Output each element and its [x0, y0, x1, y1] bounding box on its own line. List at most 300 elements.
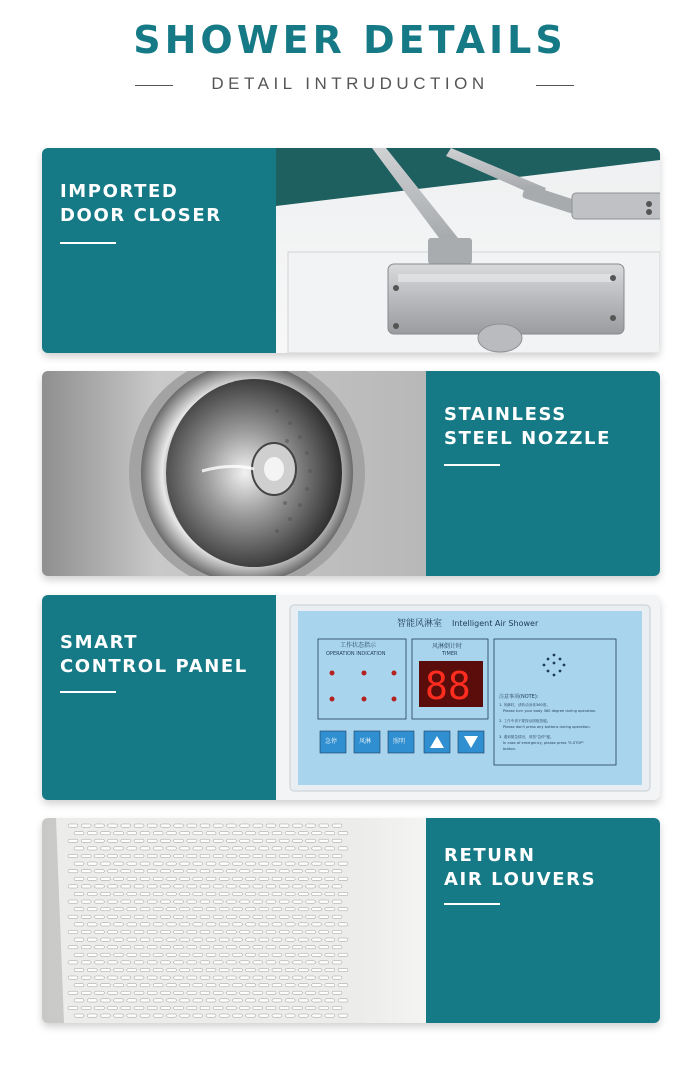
louver-slot	[240, 870, 250, 873]
louver-slot	[285, 984, 295, 987]
louver-slot	[279, 839, 289, 842]
louver-slot	[108, 961, 118, 964]
louver-slot	[279, 870, 289, 873]
louver-slot	[226, 1006, 236, 1009]
louver-slot	[246, 877, 256, 880]
louver-slot	[332, 915, 342, 918]
louver-slot	[147, 839, 157, 842]
louver-slot	[68, 885, 78, 888]
louver-slot	[240, 839, 250, 842]
louver-slot	[140, 984, 150, 987]
louver-slot	[272, 862, 282, 865]
louver-slot	[74, 923, 84, 926]
feature-label-line2: CONTROL PANEL	[60, 656, 248, 677]
louver-slot	[174, 976, 184, 979]
louver-slot	[219, 968, 229, 971]
louver-slot	[312, 892, 322, 895]
louver-slot	[121, 900, 131, 903]
louver-slot	[325, 862, 335, 865]
louver-slot	[246, 984, 256, 987]
cp-note-line: 2. 工作中请不要按动面板按键。	[499, 719, 551, 723]
louver-slot	[187, 824, 197, 827]
louver-slot	[127, 908, 137, 911]
louver-slot	[174, 885, 184, 888]
louver-slot	[213, 915, 223, 918]
louver-slot	[187, 930, 197, 933]
louver-slot	[285, 847, 295, 850]
louver-slot	[272, 968, 282, 971]
louver-slot	[226, 946, 236, 949]
control-panel-photo	[276, 595, 660, 800]
louver-slot	[121, 854, 131, 857]
louver-slot	[200, 900, 210, 903]
cp-timer-en: TIMER	[442, 651, 458, 657]
louver-slot	[114, 1014, 124, 1017]
cp-button-down[interactable]	[458, 731, 484, 753]
louver-slot	[200, 930, 210, 933]
louver-slot	[100, 984, 110, 987]
louver-slot	[127, 832, 137, 835]
louver-slot	[240, 900, 250, 903]
louver-slot	[319, 1006, 329, 1009]
louver-slot	[94, 976, 104, 979]
louver-slot	[160, 991, 170, 994]
louver-slot	[325, 832, 335, 835]
louver-slot	[213, 824, 223, 827]
louver-slot	[292, 1006, 302, 1009]
louver-slot	[272, 847, 282, 850]
louver-slot	[253, 946, 263, 949]
louver-slot	[259, 923, 269, 926]
louver-slot	[246, 862, 256, 865]
louver-slot	[187, 854, 197, 857]
louver-slot	[226, 976, 236, 979]
louver-slot	[180, 908, 190, 911]
louver-slot	[319, 900, 329, 903]
louver-slot	[81, 976, 91, 979]
louver-slot	[219, 908, 229, 911]
subtitle-row	[0, 74, 700, 98]
louver-slot	[272, 953, 282, 956]
louver-slot	[100, 877, 110, 880]
louver-slot	[127, 1014, 137, 1017]
louver-slot	[127, 968, 137, 971]
louver-slot	[180, 892, 190, 895]
louver-slot	[166, 968, 176, 971]
louver-slot	[240, 976, 250, 979]
louver-slot	[147, 900, 157, 903]
door-closer-photo	[276, 148, 660, 353]
louver-slot	[187, 885, 197, 888]
louver-slot	[127, 938, 137, 941]
louver-slot	[140, 892, 150, 895]
louver-slot	[213, 854, 223, 857]
nozzle-photo	[42, 371, 426, 576]
louver-slot	[74, 968, 84, 971]
louver-slot	[187, 991, 197, 994]
louver-slot	[166, 877, 176, 880]
louver-slot	[332, 839, 342, 842]
louver-slot	[312, 1014, 322, 1017]
louver-slot	[127, 892, 137, 895]
louver-slot	[174, 900, 184, 903]
louver-slot	[232, 862, 242, 865]
louver-slot	[174, 930, 184, 933]
louver-slot	[285, 908, 295, 911]
feature-label	[60, 180, 222, 228]
louver-slot	[114, 862, 124, 865]
louver-slot	[153, 984, 163, 987]
louver-slot	[272, 892, 282, 895]
louver-slot	[87, 984, 97, 987]
louver-slot	[68, 991, 78, 994]
louver-slot	[166, 1014, 176, 1017]
louver-slot	[266, 961, 276, 964]
louver-slot	[134, 930, 144, 933]
louver-slot	[259, 877, 269, 880]
louver-slot	[206, 923, 216, 926]
louver-slot	[279, 900, 289, 903]
subtitle-right-rule	[536, 85, 574, 86]
louver-slot	[226, 839, 236, 842]
louver-slot	[153, 968, 163, 971]
louver-slot	[298, 953, 308, 956]
feature-card-door-closer	[42, 148, 660, 353]
louver-slot	[81, 839, 91, 842]
louver-slot	[206, 984, 216, 987]
cp-button-light[interactable]	[388, 731, 414, 753]
louver-slot	[319, 930, 329, 933]
louver-slot	[166, 892, 176, 895]
louver-slot	[338, 847, 348, 850]
louver-slot	[246, 908, 256, 911]
louver-slot	[332, 885, 342, 888]
cp-button-estop[interactable]	[320, 731, 346, 753]
feature-label-line2: AIR LOUVERS	[444, 869, 597, 890]
louver-slot	[240, 991, 250, 994]
louver-slot	[153, 999, 163, 1002]
louver-slot	[266, 870, 276, 873]
louver-slot	[166, 984, 176, 987]
feature-card-nozzle	[42, 371, 660, 576]
louver-slot	[74, 984, 84, 987]
louver-slot	[298, 1014, 308, 1017]
louver-slot	[153, 892, 163, 895]
louver-slot	[74, 847, 84, 850]
louver-slot	[332, 961, 342, 964]
louver-slot	[272, 1014, 282, 1017]
louver-slot	[114, 877, 124, 880]
louver-slot	[160, 870, 170, 873]
louver-slot	[68, 976, 78, 979]
louver-slot	[68, 839, 78, 842]
louver-slot	[246, 968, 256, 971]
louver-slot	[174, 1006, 184, 1009]
louver-slot	[259, 1014, 269, 1017]
louver-slot	[338, 877, 348, 880]
louver-slot	[160, 961, 170, 964]
louver-slot	[147, 854, 157, 857]
louver-slot	[319, 885, 329, 888]
louver-slot	[226, 900, 236, 903]
louver-slot	[319, 915, 329, 918]
louver-slot	[306, 839, 316, 842]
louver-slot	[121, 1006, 131, 1009]
louver-slot	[266, 839, 276, 842]
louver-slot	[147, 1006, 157, 1009]
louver-slot	[279, 991, 289, 994]
louver-slot	[74, 953, 84, 956]
louver-slot	[87, 938, 97, 941]
louver-slot	[206, 892, 216, 895]
louver-slot	[121, 824, 131, 827]
louver-slot	[285, 892, 295, 895]
louver-slot	[108, 824, 118, 827]
louver-slot	[338, 892, 348, 895]
louver-slot	[332, 991, 342, 994]
louver-slot	[292, 930, 302, 933]
feature-card-control-panel	[42, 595, 660, 800]
louver-slot	[292, 976, 302, 979]
louver-slot	[298, 908, 308, 911]
louver-slot	[312, 938, 322, 941]
louver-slot	[240, 1006, 250, 1009]
louver-slot	[285, 877, 295, 880]
louver-slot	[68, 946, 78, 949]
louver-slot	[127, 847, 137, 850]
louver-slot	[174, 991, 184, 994]
cp-button-label: 风淋	[359, 738, 372, 745]
louver-slot	[174, 839, 184, 842]
louver-slot	[108, 946, 118, 949]
louver-slot	[213, 946, 223, 949]
louver-slot	[180, 877, 190, 880]
louver-slot	[108, 854, 118, 857]
louver-slot	[180, 832, 190, 835]
louver-slot	[193, 938, 203, 941]
louver-slot	[140, 877, 150, 880]
louver-slot	[279, 961, 289, 964]
louver-slot	[240, 961, 250, 964]
louver-slot	[160, 839, 170, 842]
louver-slot	[166, 847, 176, 850]
louver-slot	[279, 885, 289, 888]
louver-slot	[312, 999, 322, 1002]
feature-text-panel	[42, 595, 276, 800]
louver-slot	[272, 999, 282, 1002]
louver-slot	[246, 832, 256, 835]
feature-label-line1: STAINLESS	[444, 404, 567, 425]
louver-slot	[166, 923, 176, 926]
louver-slot	[306, 930, 316, 933]
louver-slot	[108, 915, 118, 918]
louver-slot	[259, 953, 269, 956]
louver-slot	[100, 953, 110, 956]
louver-slot	[114, 923, 124, 926]
louver-slot	[319, 839, 329, 842]
louver-slot	[108, 976, 118, 979]
louver-slot	[193, 832, 203, 835]
louver-slot	[266, 930, 276, 933]
louver-slot	[306, 976, 316, 979]
louver-slot	[187, 915, 197, 918]
louver-slot	[94, 885, 104, 888]
louver-slot	[246, 938, 256, 941]
louver-slot	[68, 930, 78, 933]
louver-slot	[285, 999, 295, 1002]
louver-slot	[174, 854, 184, 857]
louver-slot	[259, 847, 269, 850]
feature-label-line1: IMPORTED	[60, 181, 179, 202]
louver-slot	[140, 908, 150, 911]
louver-slot	[319, 870, 329, 873]
louver-slot	[134, 900, 144, 903]
louver-slot	[180, 847, 190, 850]
louver-slot	[272, 923, 282, 926]
louver-slot	[298, 999, 308, 1002]
cp-note-line: In case of emergency, please press "E-STOP"	[503, 741, 585, 745]
louver-slot	[338, 953, 348, 956]
louver-slot	[259, 938, 269, 941]
louver-slot	[219, 862, 229, 865]
louver-slot	[166, 908, 176, 911]
louver-slot	[180, 999, 190, 1002]
louver-slot	[279, 976, 289, 979]
louver-slot	[81, 900, 91, 903]
louver-slot	[100, 862, 110, 865]
louver-slot	[298, 938, 308, 941]
louver-slot	[121, 961, 131, 964]
louver-slot	[81, 824, 91, 827]
louver-slot	[306, 915, 316, 918]
louver-slot	[292, 961, 302, 964]
louver-slot	[94, 839, 104, 842]
louver-slot	[279, 946, 289, 949]
louver-slot	[121, 915, 131, 918]
cp-note-line: Please don't press any buttons during operation.	[503, 725, 591, 729]
louver-slot	[219, 892, 229, 895]
louver-slot	[121, 870, 131, 873]
louver-slot	[160, 854, 170, 857]
louver-slot	[325, 908, 335, 911]
louver-slot	[127, 953, 137, 956]
louver-slot	[147, 991, 157, 994]
louver-slot	[166, 832, 176, 835]
louver-slot	[166, 999, 176, 1002]
louver-slot	[306, 946, 316, 949]
louver-slot	[140, 1014, 150, 1017]
louver-slot	[240, 885, 250, 888]
louver-slot	[292, 885, 302, 888]
louver-slot	[259, 908, 269, 911]
louver-slot	[166, 938, 176, 941]
louver-slot	[121, 976, 131, 979]
louver-slot	[187, 976, 197, 979]
louver-slot	[206, 968, 216, 971]
louver-slot	[259, 999, 269, 1002]
louver-slot	[114, 938, 124, 941]
louver-slot	[306, 991, 316, 994]
louver-slot	[253, 885, 263, 888]
louver-slot	[306, 854, 316, 857]
louver-slot	[306, 824, 316, 827]
louver-slot	[180, 984, 190, 987]
louver-slot	[121, 885, 131, 888]
louver-slot	[87, 877, 97, 880]
louver-slot	[94, 824, 104, 827]
louver-slot	[253, 930, 263, 933]
louver-slot	[68, 900, 78, 903]
louver-slot	[147, 976, 157, 979]
louver-slot	[325, 847, 335, 850]
louver-slot	[193, 968, 203, 971]
louver-slot	[298, 892, 308, 895]
louver-slot	[285, 923, 295, 926]
feature-label	[444, 403, 611, 451]
louver-slot	[259, 984, 269, 987]
louver-slot	[81, 885, 91, 888]
louver-slot	[200, 839, 210, 842]
louver-slot	[292, 839, 302, 842]
louver-slot	[160, 976, 170, 979]
feature-label-line2: STEEL NOZZLE	[444, 428, 612, 449]
louver-slot	[87, 968, 97, 971]
louver-slot	[246, 999, 256, 1002]
cp-button-shower[interactable]	[354, 731, 380, 753]
louver-slot	[266, 824, 276, 827]
louver-slot	[134, 946, 144, 949]
louver-slot	[213, 1006, 223, 1009]
louver-slot	[68, 824, 78, 827]
louver-slot	[100, 892, 110, 895]
louver-slot	[193, 892, 203, 895]
louver-slot	[219, 938, 229, 941]
louver-slot	[87, 832, 97, 835]
louver-slot	[100, 832, 110, 835]
louver-slot	[74, 999, 84, 1002]
louver-slot	[240, 854, 250, 857]
louver-slot	[94, 930, 104, 933]
louver-slot	[140, 953, 150, 956]
cp-button-up[interactable]	[424, 731, 450, 753]
louver-slot	[74, 862, 84, 865]
louver-slot	[108, 1006, 118, 1009]
louver-slot	[114, 908, 124, 911]
cp-note-line: Please turn your body 360 degree during operation.	[503, 709, 597, 713]
louver-slot	[319, 976, 329, 979]
louver-slot	[200, 885, 210, 888]
louver-slot	[325, 968, 335, 971]
louver-slot	[108, 991, 118, 994]
louver-slot	[87, 847, 97, 850]
louver-slot	[87, 953, 97, 956]
louver-slot	[200, 946, 210, 949]
louver-slot	[232, 938, 242, 941]
louver-slot	[81, 946, 91, 949]
feature-underline	[444, 464, 500, 466]
louver-slot	[253, 915, 263, 918]
louver-slot	[114, 892, 124, 895]
louver-slot	[312, 908, 322, 911]
louver-slot	[114, 984, 124, 987]
louver-slot	[174, 870, 184, 873]
louver-slot	[100, 1014, 110, 1017]
louver-slot	[140, 923, 150, 926]
feature-underline	[60, 691, 116, 693]
louver-slot	[213, 870, 223, 873]
louver-slot	[325, 1014, 335, 1017]
louver-slot	[140, 847, 150, 850]
